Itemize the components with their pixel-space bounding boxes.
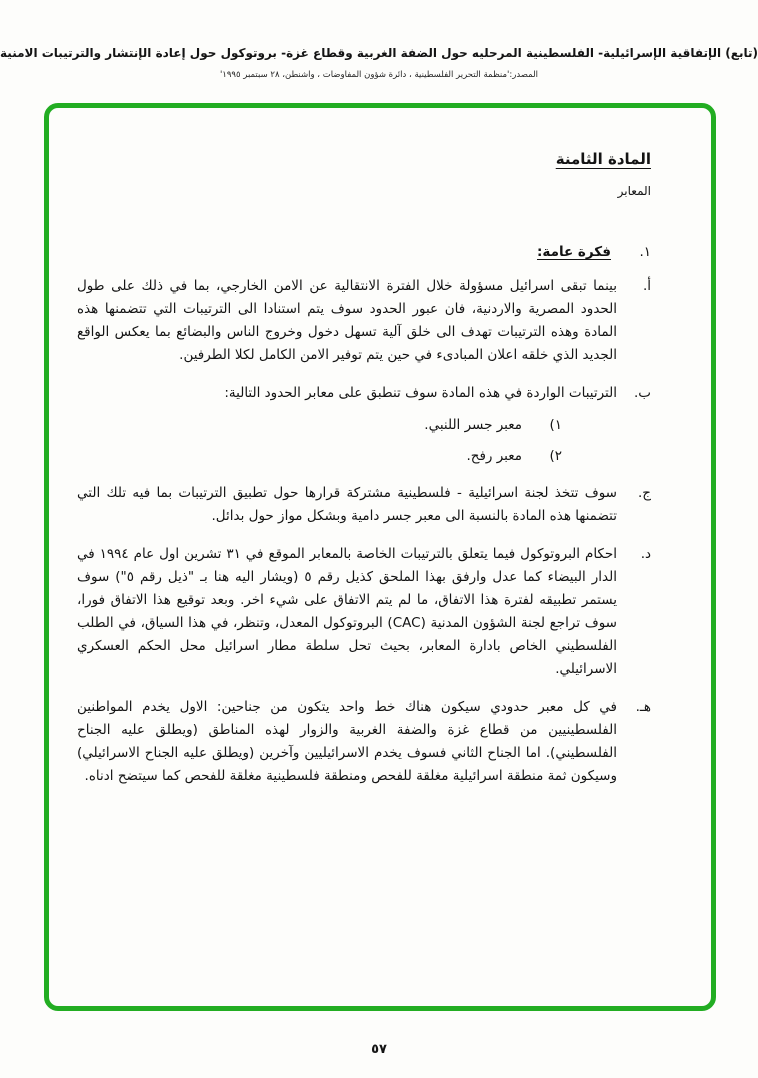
- clause-e: [77, 696, 651, 788]
- section-title: فكرة عامة:: [537, 244, 611, 260]
- clause-marker: د.: [640, 546, 651, 562]
- sub-clause-marker: ١): [549, 417, 562, 433]
- sub-clause-2: [77, 445, 562, 467]
- clause-marker: أ.: [642, 278, 651, 294]
- article-content: [77, 150, 651, 788]
- clause-text: في كل معبر حدودي سيكون هناك خط واحد يتكون من جناحين: الاول يخدم المواطنين الفلسطينيين من قطاع غزة والضفة الغربية والزوار لهذه المناطق (ويطلق عليه الجناح الفلسطيني). اما الجناح الثاني فسوف يخدم الاسرائيليين وآخرين (ويطلق عليه الجناح الاسرائيلي) وسيكون ثمة منطقة اسرائيلية مغلقة للفحص ومنطقة فلسطينية مغلقة للفحص كما سيتضح ادناه.: [77, 699, 617, 784]
- clause-a: [77, 275, 651, 367]
- sub-clause-text: معبر جسر اللنبي.: [424, 417, 522, 433]
- header-source: المصدر:'منظمة التحرير الفلسطينية ، دائرة شؤون المفاوضات ، واشنطن، ٢٨ سبتمبر ١٩٩٥': [219, 70, 539, 80]
- header-title: (تابع) الإتفاقية الإسرائيلية- الفلسطينية المرحليه حول الضفة الغربية وقطاع غزة- بروتوكول حول إعادة الإنتشار والترتيبات الامنية: [0, 46, 758, 60]
- clause-text: سوف تتخذ لجنة اسرائيلية - فلسطينية مشتركة قرارها حول تطبيق الترتيبات بما فيه تلك التي تتضمنها هذه المادة بالنسبة الى معبر جسر دامية وبشكل مواز حول بدائل.: [77, 485, 617, 524]
- page-border: [44, 103, 716, 1011]
- article-title: المادة الثامنة: [555, 150, 651, 168]
- clause-d: [77, 543, 651, 681]
- clause-marker: ب.: [633, 385, 651, 401]
- document-header: [0, 46, 758, 80]
- section-header: [77, 244, 651, 260]
- section-number: ١.: [639, 244, 651, 260]
- clause-b: [77, 382, 651, 405]
- clause-text: بينما تبقى اسرائيل مسؤولة خلال الفترة الانتقالية عن الامن الخارجي، بما في ذلك على طول الحدود المصرية والاردنية، فان عبور الحدود سوف يتم استنادا الى الترتيبات التي تتضمنها هذه المادة وهذه الترتيبات تهدف الى خلق آلية تسهل دخول وخروج الناس والبضائع بما يعكس الواقع الجديد الذي خلقه اعلان المبادىء في حين يتم توفير الامن الكامل لكلا الطرفين.: [77, 278, 617, 363]
- clause-marker: هـ.: [635, 699, 651, 715]
- clause-marker: ج.: [637, 485, 651, 501]
- clause-text: احكام البروتوكول فيما يتعلق بالترتيبات الخاصة بالمعابر الموقع في ٣١ تشرين اول عام ١٩٩٤ في الدار البيضاء كما عدل وارفق بهذا الملحق كذيل رقم ٥ (ويشار اليه هنا بـ "ذيل رقم ٥") سوف يستمر تطبيقه لفترة هذا الاتفاق، ما لم يتم الاتفاق على شيء اخر. وبعد توقيع هذا الاتفاق فورا، سوف تراجع لجنة الشؤون المدنية (CAC) البروتوكول المعدل، وتنظر، في هذا السياق، في الطلب الفلسطيني الخاص بادارة المعابر، بحيث تحل سلطة مطار اسرائيل محل الحكم العسكري الاسرائيلي.: [77, 546, 617, 677]
- sub-clause-text: معبر رفح.: [466, 448, 522, 464]
- clause-c: [77, 482, 651, 528]
- page-number: ٥٧: [371, 1042, 387, 1057]
- sub-clause-1: [77, 414, 562, 436]
- clause-text: الترتيبات الواردة في هذه المادة سوف تنطبق على معابر الحدود التالية:: [224, 385, 617, 401]
- article-subtitle: المعابر: [617, 184, 651, 198]
- sub-clause-marker: ٢): [549, 448, 562, 464]
